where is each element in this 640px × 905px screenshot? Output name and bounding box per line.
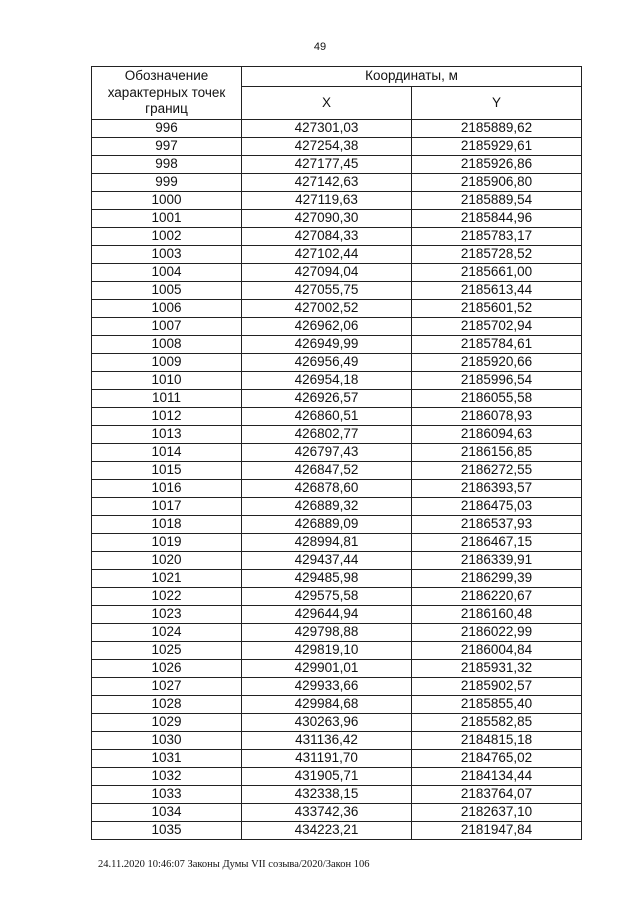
y-coordinate-cell: 2184134,44: [412, 768, 582, 786]
y-coordinate-cell: 2186467,15: [412, 534, 582, 552]
point-id-cell: 1034: [92, 804, 242, 822]
y-coordinate-cell: 2185902,57: [412, 678, 582, 696]
point-id-cell: 1000: [92, 192, 242, 210]
point-id-cell: 997: [92, 138, 242, 156]
table-row: [92, 480, 582, 498]
x-coordinate-cell: 427142,63: [242, 174, 412, 192]
table-row: [92, 534, 582, 552]
point-id-cell: 996: [92, 120, 242, 138]
table-header: [92, 67, 582, 120]
point-id-cell: 1014: [92, 444, 242, 462]
x-coordinate-cell: 426847,52: [242, 462, 412, 480]
table-row: [92, 786, 582, 804]
point-id-cell: 1015: [92, 462, 242, 480]
table-row: [92, 498, 582, 516]
point-id-cell: 1013: [92, 426, 242, 444]
y-coordinate-cell: 2185702,94: [412, 318, 582, 336]
table-row: [92, 426, 582, 444]
y-coordinate-cell: 2185661,00: [412, 264, 582, 282]
point-id-cell: 1024: [92, 624, 242, 642]
x-coordinate-cell: 431905,71: [242, 768, 412, 786]
x-coordinate-cell: 426797,43: [242, 444, 412, 462]
y-coordinate-cell: 2185929,61: [412, 138, 582, 156]
y-coordinate-cell: 2181947,84: [412, 822, 582, 840]
y-coordinate-cell: 2185728,52: [412, 246, 582, 264]
x-coordinate-cell: 427094,04: [242, 264, 412, 282]
table-row: [92, 768, 582, 786]
y-coordinate-cell: 2185783,17: [412, 228, 582, 246]
point-id-cell: 1001: [92, 210, 242, 228]
y-coordinate-cell: 2185996,54: [412, 372, 582, 390]
point-id-cell: 1029: [92, 714, 242, 732]
y-coordinate-cell: 2184765,02: [412, 750, 582, 768]
table-row: [92, 300, 582, 318]
table-row: [92, 156, 582, 174]
point-id-cell: 998: [92, 156, 242, 174]
y-coordinate-cell: 2186393,57: [412, 480, 582, 498]
y-coordinate-cell: 2186055,58: [412, 390, 582, 408]
point-id-cell: 1019: [92, 534, 242, 552]
point-id-cell: 1009: [92, 354, 242, 372]
table-row: [92, 678, 582, 696]
table-row: [92, 732, 582, 750]
x-coordinate-cell: 429644,94: [242, 606, 412, 624]
table-row: [92, 192, 582, 210]
x-coordinate-cell: 429819,10: [242, 642, 412, 660]
point-id-cell: 1025: [92, 642, 242, 660]
table-row: [92, 552, 582, 570]
table-row: [92, 570, 582, 588]
x-coordinate-cell: 429933,66: [242, 678, 412, 696]
y-coordinate-cell: 2186022,99: [412, 624, 582, 642]
y-coordinate-cell: 2186156,85: [412, 444, 582, 462]
point-id-cell: 1016: [92, 480, 242, 498]
y-coordinate-cell: 2182637,10: [412, 804, 582, 822]
point-id-cell: 1011: [92, 390, 242, 408]
x-coordinate-cell: 429485,98: [242, 570, 412, 588]
y-coordinate-cell: 2186537,93: [412, 516, 582, 534]
point-id-cell: 1004: [92, 264, 242, 282]
table-row: [92, 444, 582, 462]
x-coordinate-cell: 427055,75: [242, 282, 412, 300]
y-coordinate-cell: 2185784,61: [412, 336, 582, 354]
point-designation-header: Обозначение характерных точек границ: [92, 67, 242, 120]
point-id-cell: 1012: [92, 408, 242, 426]
x-coordinate-cell: 426962,06: [242, 318, 412, 336]
coordinates-header: Координаты, м: [242, 67, 582, 87]
point-id-cell: 1020: [92, 552, 242, 570]
x-coordinate-cell: 429437,44: [242, 552, 412, 570]
y-coordinate-cell: 2185601,52: [412, 300, 582, 318]
y-coordinate-cell: 2185906,80: [412, 174, 582, 192]
point-id-cell: 1028: [92, 696, 242, 714]
y-coordinate-cell: 2186004,84: [412, 642, 582, 660]
table-row: [92, 642, 582, 660]
point-id-cell: 1010: [92, 372, 242, 390]
coordinates-table: [91, 66, 582, 840]
point-id-cell: 1007: [92, 318, 242, 336]
table-row: [92, 354, 582, 372]
x-coordinate-cell: 426926,57: [242, 390, 412, 408]
x-coordinate-cell: 426889,09: [242, 516, 412, 534]
table-row: [92, 750, 582, 768]
x-coordinate-cell: 427301,03: [242, 120, 412, 138]
table-row: [92, 210, 582, 228]
x-coordinate-cell: 431136,42: [242, 732, 412, 750]
y-coordinate-cell: 2185889,62: [412, 120, 582, 138]
y-coordinate-cell: 2185613,44: [412, 282, 582, 300]
x-coordinate-cell: 427084,33: [242, 228, 412, 246]
y-coordinate-cell: 2186160,48: [412, 606, 582, 624]
point-id-cell: 1026: [92, 660, 242, 678]
table-row: [92, 660, 582, 678]
y-coordinate-cell: 2184815,18: [412, 732, 582, 750]
point-id-cell: 1021: [92, 570, 242, 588]
table-row: [92, 462, 582, 480]
y-coordinate-cell: 2185920,66: [412, 354, 582, 372]
y-coordinate-cell: 2186299,39: [412, 570, 582, 588]
y-coordinate-cell: 2186339,91: [412, 552, 582, 570]
y-coordinate-cell: 2185889,54: [412, 192, 582, 210]
point-id-cell: 1002: [92, 228, 242, 246]
x-coordinate-cell: 427102,44: [242, 246, 412, 264]
table-row: [92, 588, 582, 606]
point-id-cell: 1006: [92, 300, 242, 318]
y-coordinate-cell: 2185844,96: [412, 210, 582, 228]
y-coordinate-cell: 2186272,55: [412, 462, 582, 480]
x-column-header: X: [242, 87, 412, 120]
point-id-cell: 1030: [92, 732, 242, 750]
y-coordinate-cell: 2186094,63: [412, 426, 582, 444]
point-id-cell: 1017: [92, 498, 242, 516]
x-coordinate-cell: 426949,99: [242, 336, 412, 354]
point-id-cell: 1031: [92, 750, 242, 768]
table-row: [92, 120, 582, 138]
x-coordinate-cell: 427254,38: [242, 138, 412, 156]
y-coordinate-cell: 2185855,40: [412, 696, 582, 714]
point-id-cell: 1035: [92, 822, 242, 840]
x-coordinate-cell: 429901,01: [242, 660, 412, 678]
point-id-cell: 1003: [92, 246, 242, 264]
x-coordinate-cell: 426878,60: [242, 480, 412, 498]
table-row: [92, 408, 582, 426]
x-coordinate-cell: 426860,51: [242, 408, 412, 426]
table-row: [92, 336, 582, 354]
y-coordinate-cell: 2185926,86: [412, 156, 582, 174]
table-row: [92, 390, 582, 408]
point-id-cell: 1022: [92, 588, 242, 606]
point-id-cell: 1032: [92, 768, 242, 786]
point-id-cell: 1033: [92, 786, 242, 804]
table-row: [92, 372, 582, 390]
point-id-cell: 1018: [92, 516, 242, 534]
point-id-cell: 1027: [92, 678, 242, 696]
y-coordinate-cell: 2186475,03: [412, 498, 582, 516]
table-row: [92, 264, 582, 282]
table-row: [92, 822, 582, 840]
x-coordinate-cell: 426802,77: [242, 426, 412, 444]
x-coordinate-cell: 429984,68: [242, 696, 412, 714]
x-coordinate-cell: 431191,70: [242, 750, 412, 768]
x-coordinate-cell: 427119,63: [242, 192, 412, 210]
table-row: [92, 714, 582, 732]
y-coordinate-cell: 2186220,67: [412, 588, 582, 606]
header-row-top: [92, 67, 582, 87]
x-coordinate-cell: 432338,15: [242, 786, 412, 804]
table-row: [92, 282, 582, 300]
x-coordinate-cell: 429575,58: [242, 588, 412, 606]
x-coordinate-cell: 426889,32: [242, 498, 412, 516]
table-row: [92, 138, 582, 156]
table-row: [92, 804, 582, 822]
table-row: [92, 516, 582, 534]
x-coordinate-cell: 434223,21: [242, 822, 412, 840]
x-coordinate-cell: 429798,88: [242, 624, 412, 642]
x-coordinate-cell: 430263,96: [242, 714, 412, 732]
x-coordinate-cell: 428994,81: [242, 534, 412, 552]
table-row: [92, 696, 582, 714]
table-row: [92, 228, 582, 246]
table-row: [92, 174, 582, 192]
table-row: [92, 606, 582, 624]
footer-stamp: 24.11.2020 10:46:07 Законы Думы VII созыва/2020/Закон 106: [98, 859, 370, 870]
y-coordinate-cell: 2183764,07: [412, 786, 582, 804]
y-coordinate-cell: 2186078,93: [412, 408, 582, 426]
y-coordinate-cell: 2185931,32: [412, 660, 582, 678]
table-row: [92, 318, 582, 336]
x-coordinate-cell: 427177,45: [242, 156, 412, 174]
point-id-cell: 1023: [92, 606, 242, 624]
y-column-header: Y: [412, 87, 582, 120]
page-number: 49: [313, 41, 327, 53]
point-id-cell: 1005: [92, 282, 242, 300]
x-coordinate-cell: 433742,36: [242, 804, 412, 822]
x-coordinate-cell: 426954,18: [242, 372, 412, 390]
x-coordinate-cell: 427090,30: [242, 210, 412, 228]
table-row: [92, 246, 582, 264]
table-row: [92, 624, 582, 642]
point-id-cell: 999: [92, 174, 242, 192]
x-coordinate-cell: 427002,52: [242, 300, 412, 318]
table-body: [92, 120, 582, 840]
y-coordinate-cell: 2185582,85: [412, 714, 582, 732]
x-coordinate-cell: 426956,49: [242, 354, 412, 372]
point-id-cell: 1008: [92, 336, 242, 354]
